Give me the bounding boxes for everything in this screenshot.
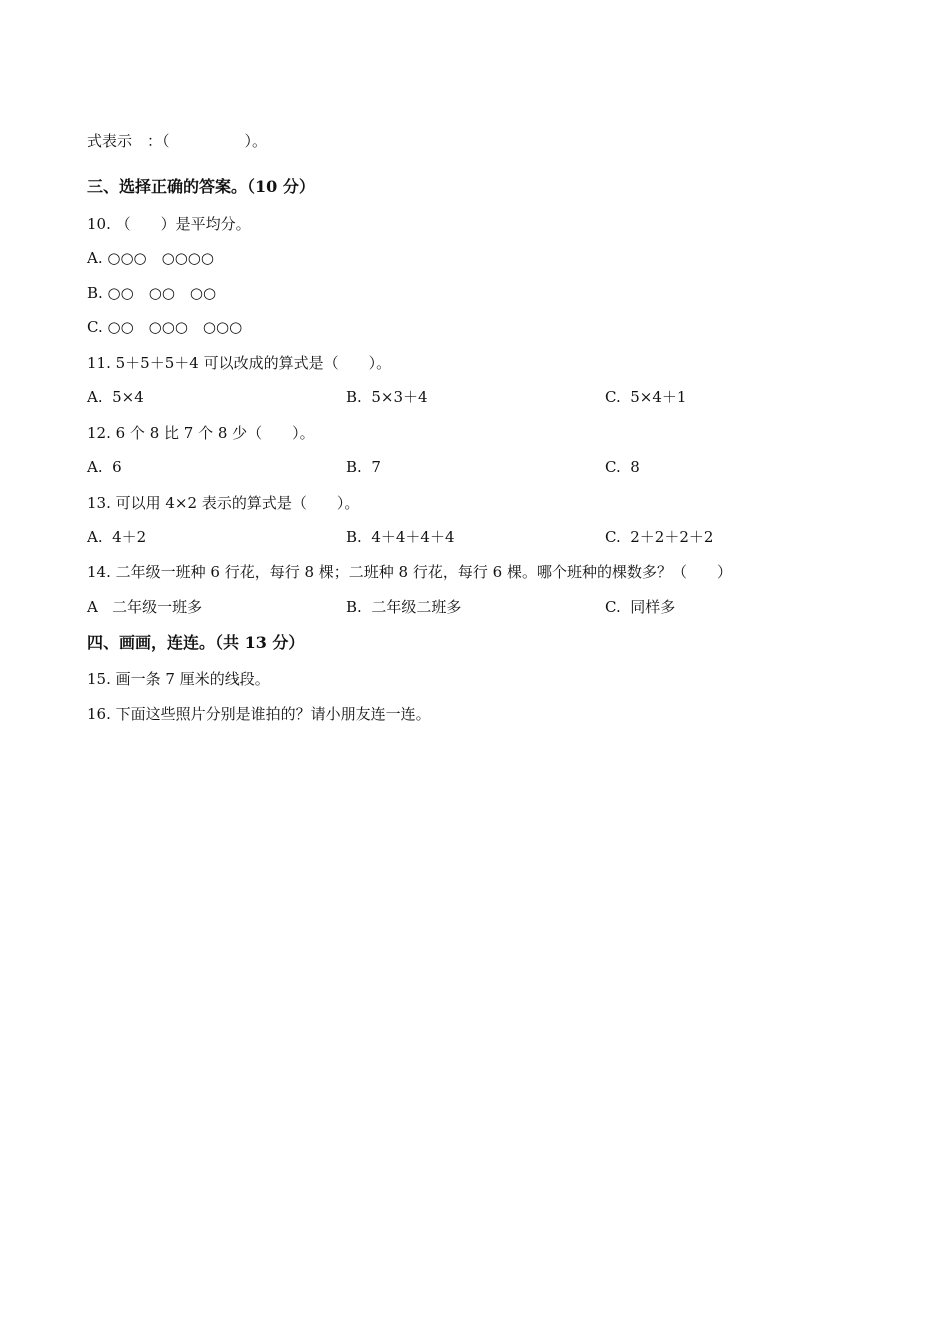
q12-option-c: C. 8 — [605, 458, 640, 476]
q13-stem: 13. 可以用 4×2 表示的算式是（ ）。 — [87, 494, 360, 512]
q13-option-c: C. 2＋2＋2＋2 — [605, 528, 714, 546]
q11-option-a: A. 5×4 — [87, 388, 144, 406]
q13-option-a: A. 4＋2 — [87, 528, 147, 546]
q10-option-b: B. ○○ ○○ ○○ — [87, 284, 217, 302]
q14-option-a: A 二年级一班多 — [87, 598, 203, 616]
q14-option-b: B. 二年级二班多 — [346, 598, 462, 616]
q12-option-b: B. 7 — [346, 458, 381, 476]
q10-option-a: A. ○○○ ○○○○ — [87, 249, 214, 267]
q14-option-c: C. 同样多 — [605, 598, 676, 616]
q11-stem: 11. 5＋5＋5＋4 可以改成的算式是（ ）。 — [87, 354, 392, 372]
section4-heading: 四、画画，连连。（共 13 分） — [87, 633, 305, 652]
q10-stem: 10. （ ）是平均分。 — [87, 215, 251, 233]
section3-heading: 三、选择正确的答案。（10 分） — [87, 177, 315, 196]
q10-option-c: C. ○○ ○○○ ○○○ — [87, 318, 243, 336]
q11-option-b: B. 5×3＋4 — [346, 388, 428, 406]
fragment-line: 式表示 ：（ ）。 — [87, 132, 268, 150]
q12-stem: 12. 6 个 8 比 7 个 8 少（ ）。 — [87, 424, 315, 442]
q12-option-a: A. 6 — [87, 458, 122, 476]
q16-stem: 16. 下面这些照片分别是谁拍的？请小朋友连一连。 — [87, 705, 431, 723]
q11-option-c: C. 5×4＋1 — [605, 388, 687, 406]
q13-option-b: B. 4＋4＋4＋4 — [346, 528, 455, 546]
q14-stem: 14. 二年级一班种 6 行花，每行 8 棵；二班种 8 行花，每行 6 棵。哪个班种的棵数多？（ ） — [87, 563, 732, 581]
q15-stem: 15. 画一条 7 厘米的线段。 — [87, 670, 270, 688]
